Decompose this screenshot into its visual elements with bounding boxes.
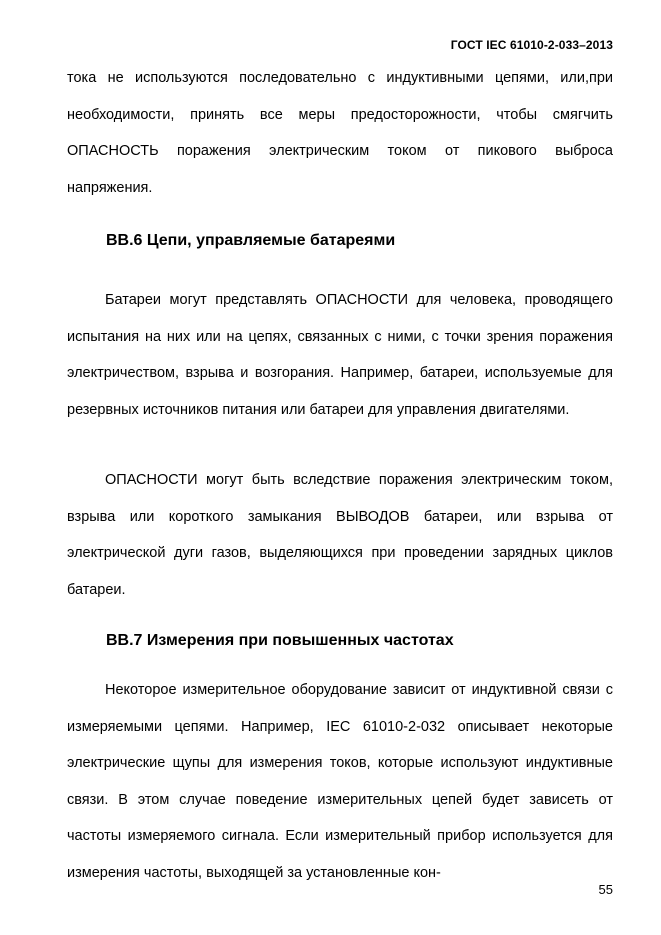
section-bb6-paragraph-2: ОПАСНОСТИ могут быть вследствие поражения электрическим током, взрыва или короткого замыкания ВЫВОДОВ батареи, или взрыва от электрической дуги газов, выделяющихся при проведении зарядных циклов батареи. — [67, 472, 613, 598]
section-bb6-paragraph-1: Батареи могут представлять ОПАСНОСТИ для человека, проводящего испытания на них или на цепях, связанных с ними, с точки зрения поражения электричеством, взрыва и возгорания. Например, батареи, используемые для резервных источников питания или батареи для управления двигателями. — [67, 292, 613, 418]
standard-code-header: ГОСТ IEC 61010-2-033–2013 — [450, 38, 613, 52]
page-number: 55 — [598, 882, 613, 897]
section-heading-bb7: ВВ.7 Измерения при повышенных частотах — [106, 632, 454, 649]
paragraph-continuation: тока не используются последовательно с индуктивными цепями, или,при необходимости, принять все меры предосторожности, чтобы смягчить ОПАСНОСТЬ поражения электрическим током от пикового выброса напряжения. — [67, 70, 613, 196]
section-bb7-paragraph-1: Некоторое измерительное оборудование зависит от индуктивной связи с измеряемыми цепями. Например, IEC 61010-2-032 описывает некоторые электрические щупы для измерения токов, которые используют индуктивные связи. В этом случае поведение измерительных цепей будет зависеть от частоты измеряемого сигнала. Если измерительный прибор используется для измерения частоты, выходящей за установленные кон- — [67, 682, 613, 881]
section-heading-bb6: ВВ.6 Цепи, управляемые батареями — [106, 232, 396, 249]
